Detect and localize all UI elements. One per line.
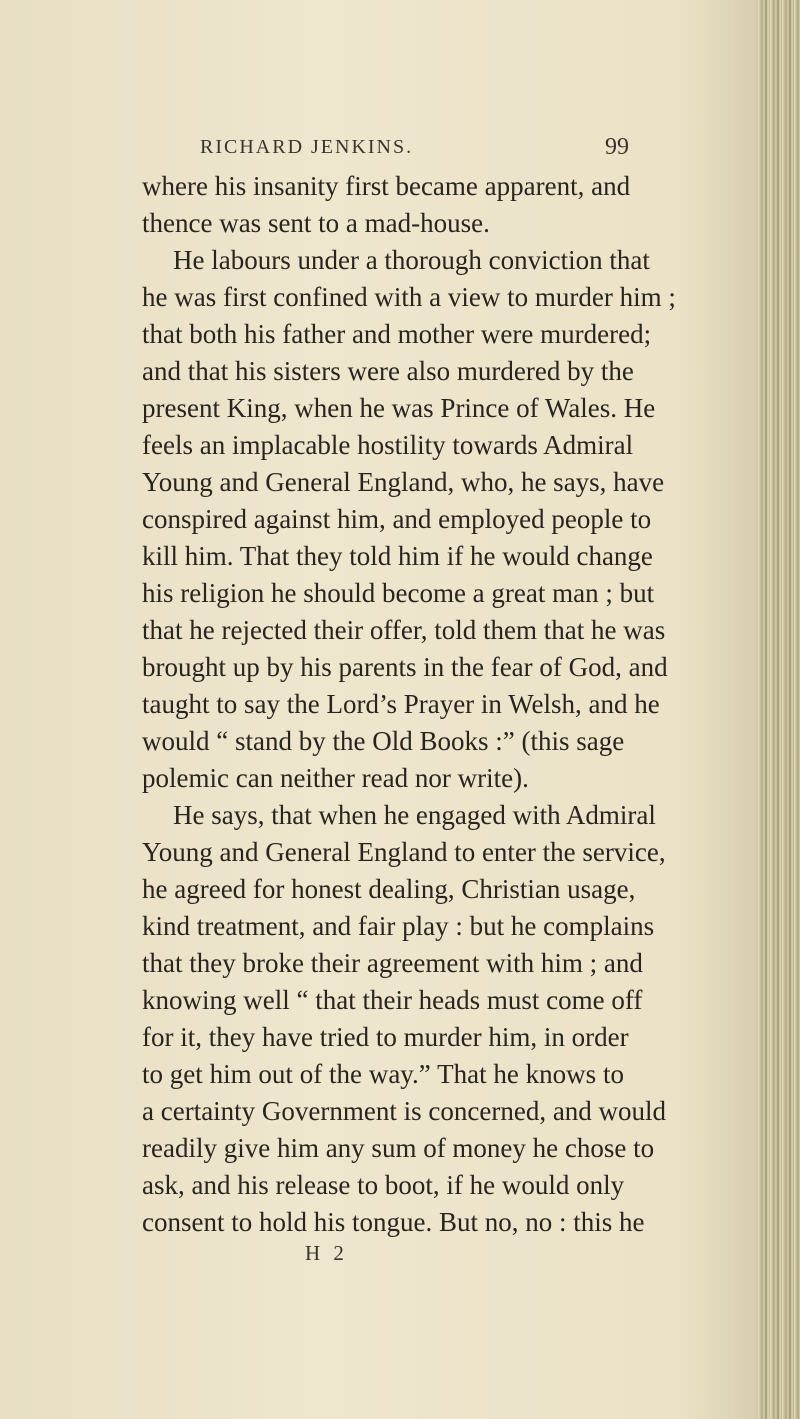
text-line: knowing well “ that their heads must come off bbox=[142, 985, 643, 1015]
text-line: brought up by his parents in the fear of God, and bbox=[142, 652, 668, 682]
text-line: he agreed for honest dealing, Christian usage, bbox=[142, 874, 636, 904]
text-line: his religion he should become a great man ; but bbox=[142, 578, 655, 608]
text-line: Young and General England, who, he says, have bbox=[142, 467, 665, 497]
text-line: taught to say the Lord’s Prayer in Welsh, and he bbox=[142, 689, 660, 719]
text-line: ask, and his release to boot, if he would only bbox=[142, 1170, 625, 1200]
page-binding-edge bbox=[758, 0, 800, 1419]
page-header bbox=[0, 134, 800, 164]
text-line: thence was sent to a mad-house. bbox=[142, 208, 490, 238]
text-line: He says, that when he engaged with Admiral bbox=[173, 800, 656, 830]
text-line: conspired against him, and employed people to bbox=[142, 504, 652, 534]
text-line: readily give him any sum of money he chose to bbox=[142, 1133, 655, 1163]
text-line: that he rejected their offer, told them that he was bbox=[142, 615, 666, 645]
text-line: kill him. That they told him if he would change bbox=[142, 541, 653, 571]
text-line: that they broke their agreement with him ; and bbox=[142, 948, 643, 978]
text-line: present King, when he was Prince of Wales. He bbox=[142, 393, 656, 423]
text-line: would “ stand by the Old Books :” (this sage bbox=[142, 726, 625, 756]
text-line: to get him out of the way.” That he knows to bbox=[142, 1059, 624, 1089]
text-line: he was first confined with a view to murder him ; bbox=[142, 282, 676, 312]
text-line: feels an implacable hostility towards Admiral bbox=[142, 430, 634, 460]
text-line: a certainty Government is concerned, and would bbox=[142, 1096, 667, 1126]
text-line: Young and General England to enter the service, bbox=[142, 837, 666, 867]
text-line: polemic can neither read nor write). bbox=[142, 763, 529, 793]
text-line: consent to hold his tongue. But no, no : this he bbox=[142, 1207, 645, 1237]
text-line: He labours under a thorough conviction that bbox=[173, 245, 650, 275]
text-line: for it, they have tried to murder him, in order bbox=[142, 1022, 629, 1052]
text-line: where his insanity first became apparent, and bbox=[142, 171, 631, 201]
text-line: kind treatment, and fair play : but he complains bbox=[142, 911, 655, 941]
text-line: and that his sisters were also murdered by the bbox=[142, 356, 634, 386]
page-number: 99 bbox=[605, 134, 629, 160]
running-head: RICHARD JENKINS. bbox=[200, 136, 414, 158]
text-line: that both his father and mother were murdered; bbox=[142, 319, 652, 349]
signature-mark: H 2 bbox=[305, 1241, 348, 1265]
